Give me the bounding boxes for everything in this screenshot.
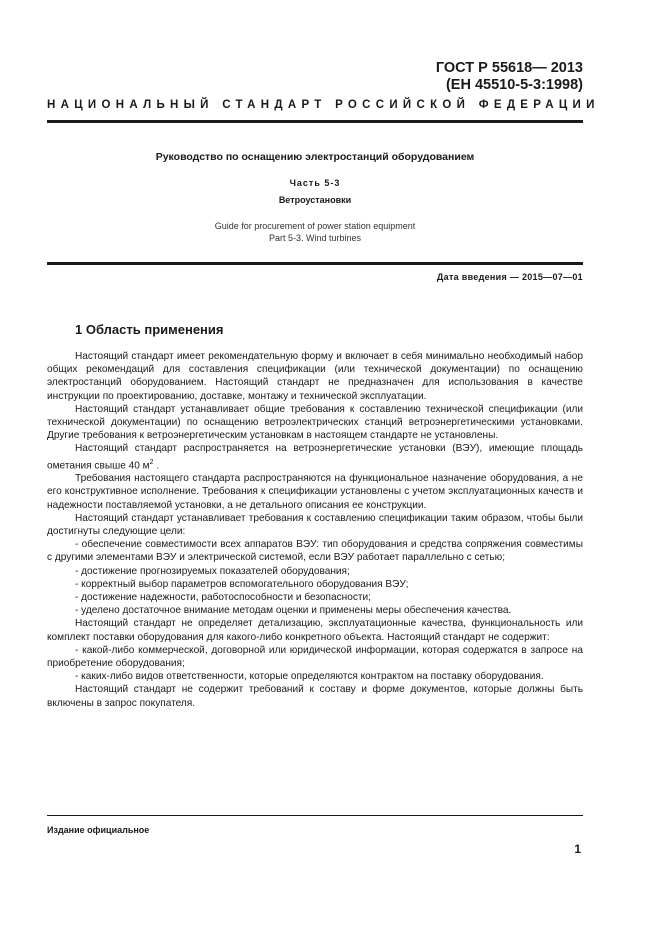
section-body: [47, 350, 583, 710]
footer-rule: [47, 815, 583, 816]
list-item: - какой-либо коммерческой, договорной или юридической информации, которая содержатся в запросе на приобретение оборудования;: [47, 644, 583, 670]
section-heading: 1 Область применения: [75, 322, 224, 337]
title-rule: [47, 262, 583, 265]
standard-title: НАЦИОНАЛЬНЫЙ СТАНДАРТ РОССИЙСКОЙ ФЕДЕРАЦИИ: [47, 99, 600, 111]
paragraph: Настоящий стандарт не содержит требований к составу и форме документов, которые должны быть включены в запрос покупателя.: [47, 684, 583, 709]
en-code: (ЕН 45510-5-3:1998): [445, 77, 583, 93]
superscript: 2: [149, 458, 154, 466]
english-part: Part 5-3. Wind turbines: [268, 233, 362, 243]
part-label: Часть 5-3: [289, 178, 341, 188]
list-item: - обеспечение совместимости всех аппаратов ВЭУ: тип оборудования и средства сопряжения совместимы с другими элементами ВЭУ и электрической системой, если ВЭУ работает параллельно с сетью;: [47, 539, 583, 564]
edition-label: Издание официальное: [47, 825, 150, 835]
gost-code: ГОСТ Р 55618— 2013: [435, 60, 583, 76]
period: .: [156, 459, 160, 471]
gost-designation: [436, 60, 583, 94]
part-name: Ветроустановки: [278, 195, 352, 205]
page-number: 1: [574, 842, 581, 856]
list-item: - уделено достаточное внимание методам оценки и применены меры обеспечения качества.: [75, 605, 512, 617]
paragraph: Настоящий стандарт не определяет детализацию, эксплуатационные качества, функциональность или комплект поставки оборудования для какого-либо конкретного объекта. Настоящий стандарт не содержит:: [47, 618, 583, 643]
list-item: - корректный выбор параметров вспомогательного оборудования ВЭУ;: [75, 578, 409, 590]
english-title: Guide for procurement of power station equipment: [214, 221, 416, 231]
paragraph: Настоящий стандарт имеет рекомендательную форму и включает в себя минимально необходимый набор общих рекомендаций для составления спецификации (или технической документации) по оснащению электростанций оборудованием. Настоящий стандарт не предназначен для использования в качестве инструкции по проектированию, доставке, монтажу и технической эксплуатации.: [47, 351, 583, 402]
introduction-date: Дата введения — 2015—07—01: [436, 272, 583, 282]
paragraph: Настоящий стандарт устанавливает требования к составлению спецификации таким образом, чтобы были достигнуты следующие цели:: [47, 512, 583, 537]
list-item: - достижение прогнозируемых показателей оборудования;: [75, 565, 350, 577]
english-title-block: [47, 220, 583, 244]
document-title: Руководство по оснащению электростанций оборудованием: [155, 151, 475, 163]
list-item: - достижение надежности, работоспособности и безопасности;: [75, 592, 371, 604]
header-rule: [47, 120, 583, 123]
paragraph: Требования настоящего стандарта распространяются на функциональное назначение оборудования, а не его конструктивное исполнение. Требования к спецификации установлены с учетом эксплуатационных качеств и надежности поставляемой установки, а не детального описания ее конструкции.: [47, 473, 583, 511]
paragraph: Настоящий стандарт устанавливает общие требования к составлению технической спецификации (или технической документации) по оснащению ветроэлектрических станций ветроэнергетическими установками. Другие требования к ветроэнергетическим установкам в настоящем стандарте не установлены.: [47, 403, 583, 442]
paragraph-area: [47, 442, 583, 472]
paragraph-text: Настоящий стандарт распространяется на ветроэнергетические установки (ВЭУ), имеющие площадь ометания свыше 40 м: [47, 443, 583, 471]
list-item: - каких-либо видов ответственности, которые определяются контрактом на поставку оборудования.: [75, 671, 544, 683]
